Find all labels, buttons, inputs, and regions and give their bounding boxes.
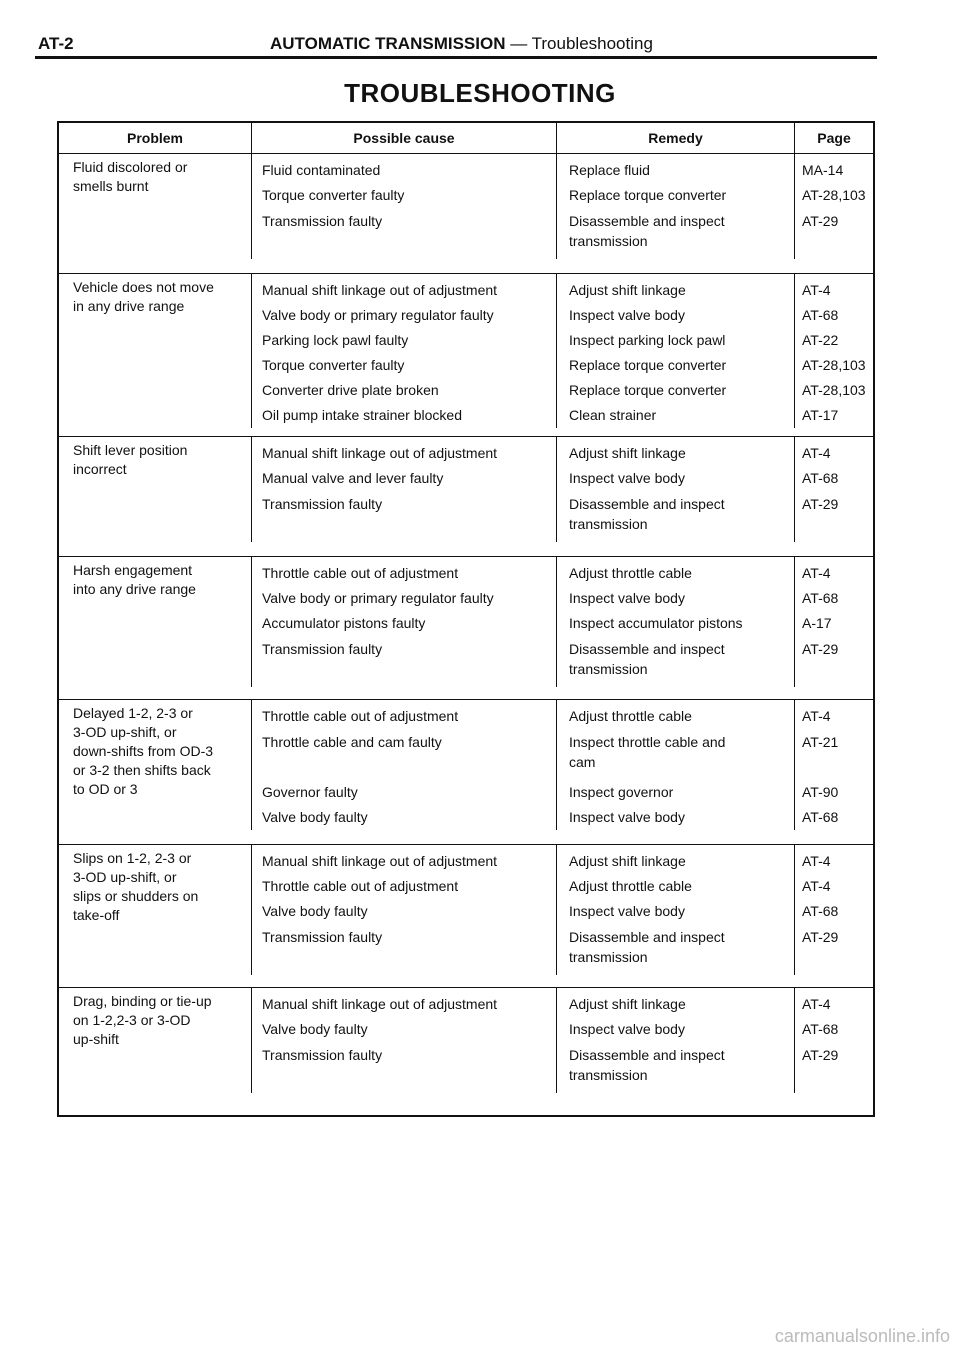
section-name: AUTOMATIC TRANSMISSION (270, 34, 506, 53)
page-cell: AT-4 (802, 445, 831, 461)
page-cell: AT-4 (802, 565, 831, 581)
remedy-cell: Inspect parking lock pawl (569, 332, 726, 348)
table-row-group (59, 845, 873, 988)
page-cell: AT-4 (802, 708, 831, 724)
page-column (795, 437, 873, 542)
cause-cell: Transmission faulty (262, 641, 383, 657)
page-cell: AT-29 (802, 641, 839, 657)
page-cell: AT-28,103 (802, 357, 866, 373)
cause-cell: Throttle cable and cam faulty (262, 734, 442, 750)
cause-cell: Manual shift linkage out of adjustment (262, 853, 498, 869)
cause-column (252, 700, 557, 830)
remedy-cell: Inspect governor (569, 784, 674, 800)
remedy-cell: Clean strainer (569, 407, 657, 423)
remedy-cell: Inspect valve body (569, 590, 685, 606)
cause-cell: Transmission faulty (262, 496, 383, 512)
page-column (795, 557, 873, 687)
running-header (270, 34, 653, 54)
page-cell: AT-68 (802, 307, 839, 323)
page-column (795, 988, 873, 1093)
remedy-column (557, 700, 795, 830)
cause-cell: Converter drive plate broken (262, 382, 439, 398)
remedy-cell: Disassemble and inspect transmission (569, 213, 725, 249)
column-header-problem: Problem (59, 123, 252, 153)
table-row-group (59, 988, 873, 1115)
watermark: carmanualsonline.info (774, 1326, 950, 1346)
cause-column (252, 274, 557, 428)
problem-cell: Slips on 1-2, 2-3 or 3-OD up-shift, or slips or shudders on take-off (59, 845, 252, 975)
cause-column (252, 988, 557, 1093)
cause-cell: Manual shift linkage out of adjustment (262, 996, 498, 1012)
remedy-cell: Inspect valve body (569, 809, 685, 825)
page-cell: AT-90 (802, 784, 839, 800)
page-cell: AT-22 (802, 332, 839, 348)
page-column (795, 274, 873, 428)
cause-cell: Valve body faulty (262, 903, 368, 919)
page-column (795, 700, 873, 830)
remedy-cell: Disassemble and inspect transmission (569, 1047, 725, 1083)
cause-column (252, 437, 557, 542)
page-cell: AT-4 (802, 282, 831, 298)
cause-cell: Throttle cable out of adjustment (262, 708, 459, 724)
remedy-cell: Disassemble and inspect transmission (569, 641, 725, 677)
remedy-cell: Inspect accumulator pistons (569, 615, 743, 631)
remedy-cell: Inspect valve body (569, 307, 685, 323)
remedy-column (557, 154, 795, 259)
table-body (59, 154, 873, 1115)
cause-column (252, 154, 557, 259)
cause-cell: Manual shift linkage out of adjustment (262, 445, 498, 461)
column-header-cause: Possible cause (252, 123, 557, 153)
problem-cell: Fluid discolored or smells burnt (59, 154, 252, 259)
page-cell: MA-14 (802, 162, 844, 178)
cause-cell: Valve body or primary regulator faulty (262, 307, 494, 323)
page-cell: AT-4 (802, 996, 831, 1012)
page-cell: AT-21 (802, 734, 839, 750)
remedy-column (557, 274, 795, 428)
remedy-column (557, 437, 795, 542)
table-row-group (59, 437, 873, 557)
remedy-cell: Adjust shift linkage (569, 853, 686, 869)
remedy-cell: Inspect valve body (569, 903, 685, 919)
remedy-cell: Inspect valve body (569, 470, 685, 486)
page-cell: AT-4 (802, 878, 831, 894)
remedy-cell: Inspect throttle cable and cam (569, 734, 726, 770)
remedy-cell: Adjust throttle cable (569, 708, 692, 724)
cause-cell: Transmission faulty (262, 213, 383, 229)
page-cell: AT-29 (802, 213, 839, 229)
cause-cell: Transmission faulty (262, 1047, 383, 1063)
page-cell: AT-68 (802, 1021, 839, 1037)
header-rule (35, 56, 877, 59)
page-cell: AT-68 (802, 903, 839, 919)
remedy-cell: Adjust shift linkage (569, 445, 686, 461)
cause-cell: Torque converter faulty (262, 357, 405, 373)
page-cell: AT-29 (802, 496, 839, 512)
page-title: TROUBLESHOOTING (344, 78, 616, 108)
page-cell: AT-4 (802, 853, 831, 869)
page-column (795, 845, 873, 975)
page-cell: A-17 (802, 615, 832, 631)
page-cell: AT-28,103 (802, 187, 866, 203)
column-header-remedy: Remedy (557, 123, 795, 153)
cause-cell: Throttle cable out of adjustment (262, 878, 459, 894)
column-header-page: Page (817, 130, 851, 146)
remedy-cell: Replace torque converter (569, 357, 727, 373)
page-cell: AT-68 (802, 809, 839, 825)
cause-cell: Transmission faulty (262, 929, 383, 945)
remedy-cell: Adjust throttle cable (569, 878, 692, 894)
cause-cell: Manual shift linkage out of adjustment (262, 282, 498, 298)
remedy-column (557, 557, 795, 687)
remedy-cell: Adjust shift linkage (569, 996, 686, 1012)
page-cell: AT-68 (802, 470, 839, 486)
table-row-group (59, 700, 873, 845)
problem-cell: Harsh engagement into any drive range (59, 557, 252, 687)
problem-cell: Drag, binding or tie-up on 1-2,2-3 or 3-OD up-shift (59, 988, 252, 1093)
cause-cell: Manual valve and lever faulty (262, 470, 444, 486)
remedy-cell: Adjust shift linkage (569, 282, 686, 298)
table-header (59, 123, 873, 154)
cause-cell: Valve body or primary regulator faulty (262, 590, 494, 606)
cause-cell: Governor faulty (262, 784, 358, 800)
remedy-column (557, 988, 795, 1093)
table-row-group (59, 274, 873, 437)
cause-cell: Oil pump intake strainer blocked (262, 407, 462, 423)
cause-cell: Valve body faulty (262, 1021, 368, 1037)
cause-cell: Throttle cable out of adjustment (262, 565, 459, 581)
cause-cell: Torque converter faulty (262, 187, 405, 203)
table-row-group (59, 557, 873, 700)
problem-cell: Delayed 1-2, 2-3 or 3-OD up-shift, or down-shifts from OD-3 or 3-2 then shifts back to OD or 3 (59, 700, 252, 830)
page-cell: AT-68 (802, 590, 839, 606)
problem-cell: Vehicle does not move in any drive range (59, 274, 252, 428)
remedy-cell: Inspect valve body (569, 1021, 685, 1037)
page-number: AT-2 (38, 34, 74, 53)
subsection-name: — Troubleshooting (510, 34, 653, 53)
remedy-cell: Disassemble and inspect transmission (569, 929, 725, 965)
troubleshooting-table (57, 121, 875, 1117)
remedy-cell: Adjust throttle cable (569, 565, 692, 581)
table-row-group (59, 154, 873, 274)
remedy-cell: Replace torque converter (569, 382, 727, 398)
cause-cell: Accumulator pistons faulty (262, 615, 426, 631)
cause-cell: Parking lock pawl faulty (262, 332, 409, 348)
cause-column (252, 557, 557, 687)
remedy-cell: Disassemble and inspect transmission (569, 496, 725, 532)
remedy-cell: Replace torque converter (569, 187, 727, 203)
page-cell: AT-29 (802, 929, 839, 945)
cause-column (252, 845, 557, 975)
cause-cell: Valve body faulty (262, 809, 368, 825)
remedy-column (557, 845, 795, 975)
cause-cell: Fluid contaminated (262, 162, 381, 178)
remedy-cell: Replace fluid (569, 162, 650, 178)
page-column (795, 154, 873, 259)
page-cell: AT-28,103 (802, 382, 866, 398)
page-cell: AT-17 (802, 407, 839, 423)
problem-cell: Shift lever position incorrect (59, 437, 252, 542)
page-cell: AT-29 (802, 1047, 839, 1063)
